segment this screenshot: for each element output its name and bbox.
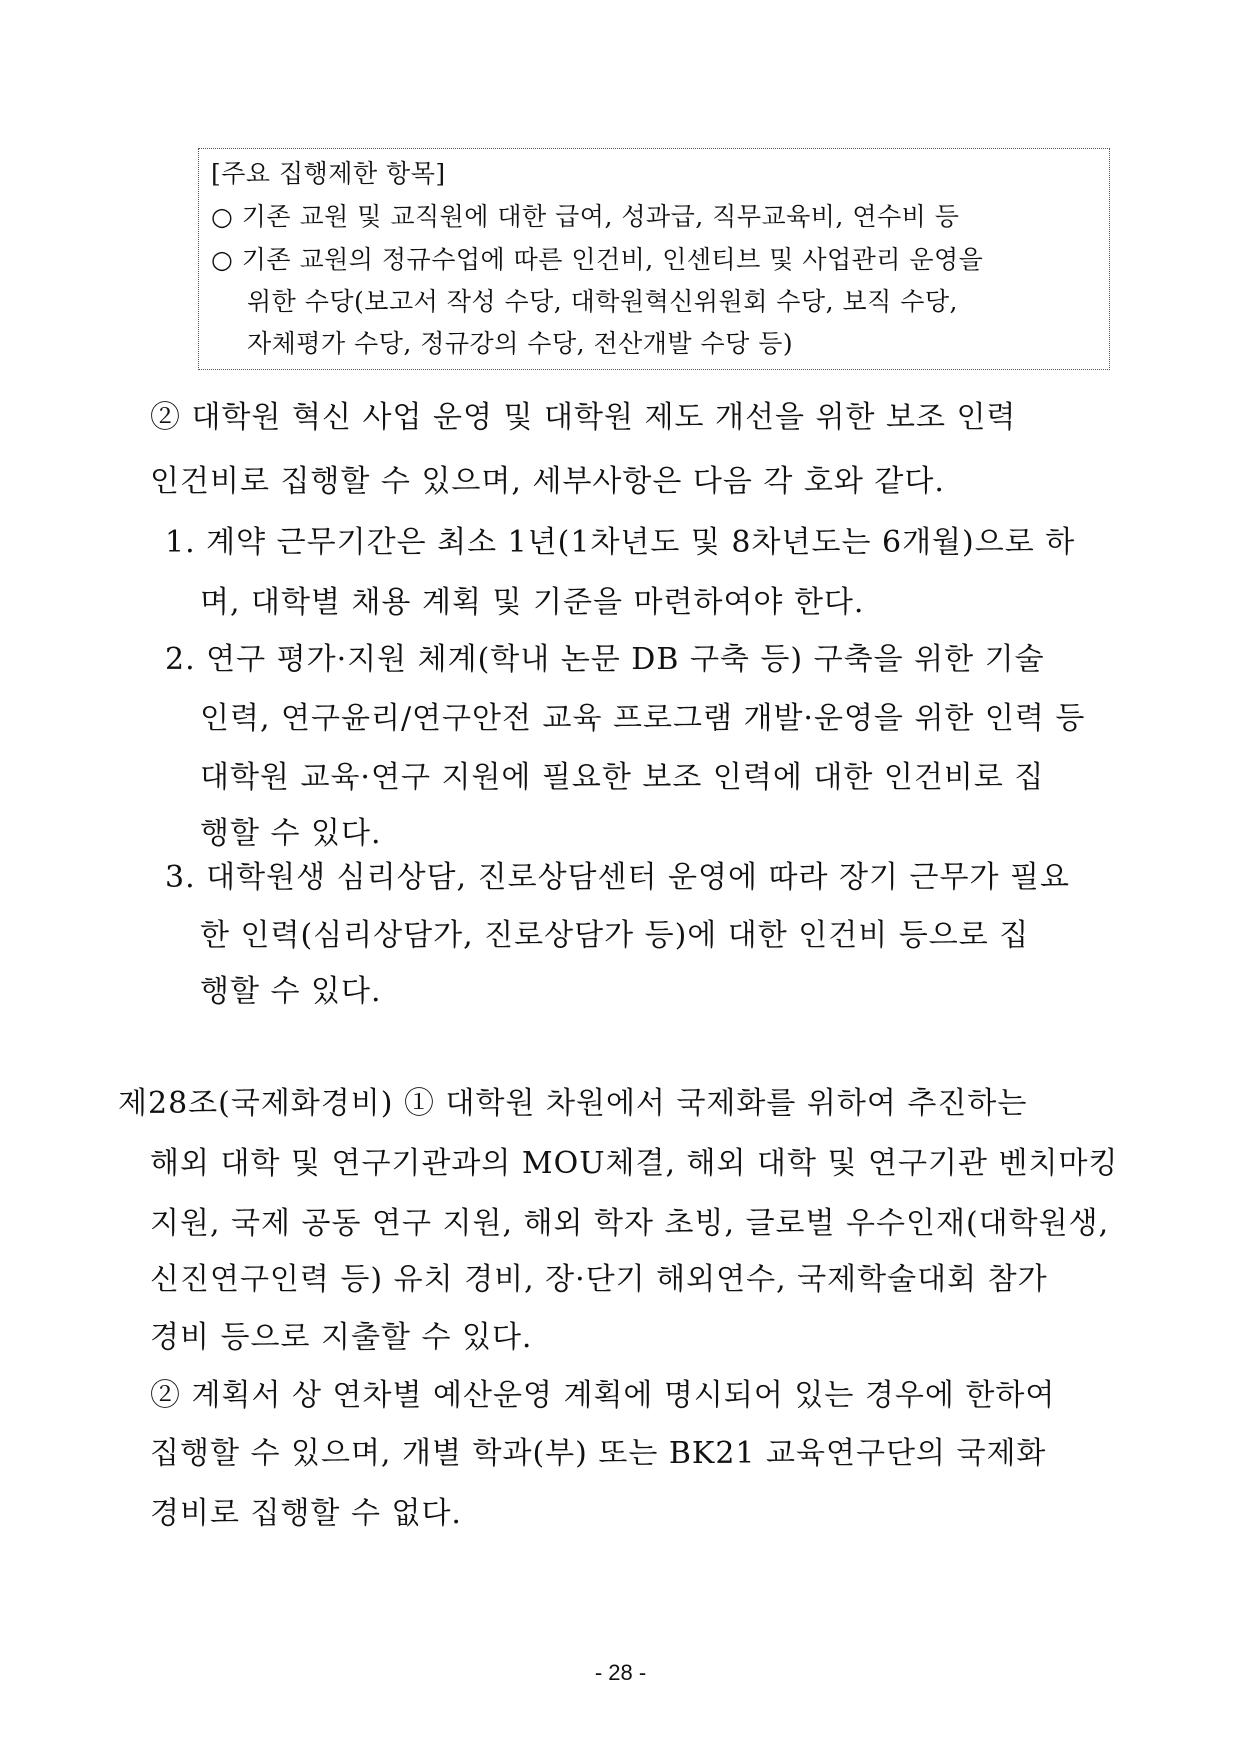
restriction-box-title: [주요 집행제한 항목] — [211, 159, 446, 188]
item-2-line: 대학원 교육·연구 지원에 필요한 보조 인력에 대한 인건비로 집 — [200, 760, 1045, 795]
article27-para2-line: 인건비로 집행할 수 있으며, 세부사항은 다음 각 호와 같다. — [150, 464, 945, 499]
article28-para1-line: 신진연구인력 등) 유치 경비, 장·단기 해외연수, 국제학술대회 참가 — [150, 1262, 1048, 1297]
restriction-item-continued: 위한 수당(보고서 작성 수당, 대학원혁신위원회 수당, 보직 수당, — [247, 287, 958, 316]
page-number: - 28 - — [594, 1660, 647, 1685]
item-2-line: 인력, 연구윤리/연구안전 교육 프로그램 개발·운영을 위한 인력 등 — [200, 701, 1086, 736]
article27-para2-line: ② 대학원 혁신 사업 운영 및 대학원 제도 개선을 위한 보조 인력 — [150, 400, 1017, 435]
restriction-item-continued: 자체평가 수당, 정규강의 수당, 전산개발 수당 등) — [247, 329, 794, 358]
article28-para2-line: ② 계획서 상 연차별 예산운영 계획에 명시되어 있는 경우에 한하여 — [150, 1378, 1056, 1413]
article28-para2-line: 집행할 수 있으며, 개별 학과(부) 또는 BK21 교육연구단의 국제화 — [150, 1436, 1047, 1471]
item-3-line: 행할 수 있다. — [200, 974, 382, 1009]
article28-para2-line: 경비로 집행할 수 없다. — [150, 1496, 462, 1531]
item-1-line: 1. 계약 근무기간은 최소 1년(1차년도 및 8차년도는 6개월)으로 하 — [165, 525, 1076, 560]
item-1-line: 며, 대학별 채용 계획 및 기준을 마련하여야 한다. — [200, 585, 865, 620]
item-2-line: 2. 연구 평가·지원 체계(학내 논문 DB 구축 등) 구축을 위한 기술 — [165, 642, 1045, 677]
restriction-item: ○ 기존 교원 및 교직원에 대한 급여, 성과급, 직무교육비, 연수비 등 — [211, 202, 960, 231]
item-3-line: 한 인력(심리상담가, 진로상담가 등)에 대한 인건비 등으로 집 — [200, 918, 1030, 953]
item-3-line: 3. 대학원생 심리상담, 진로상담센터 운영에 따라 장기 근무가 필요 — [165, 860, 1070, 895]
restriction-box — [198, 148, 1110, 370]
article28-para1-line: 해외 대학 및 연구기관과의 MOU체결, 해외 대학 및 연구기관 벤치마킹 — [150, 1146, 1119, 1181]
article28-para1-line: 경비 등으로 지출할 수 있다. — [150, 1320, 533, 1355]
article28-heading-line: 제28조(국제화경비) ① 대학원 차원에서 국제화를 위하여 추진하는 — [118, 1086, 1028, 1121]
item-2-line: 행할 수 있다. — [200, 816, 382, 851]
restriction-item: ○ 기존 교원의 정규수업에 따른 인건비, 인센티브 및 사업관리 운영을 — [211, 245, 984, 274]
article28-para1-line: 지원, 국제 공동 연구 지원, 해외 학자 초빙, 글로벌 우수인재(대학원생, — [150, 1206, 1110, 1241]
